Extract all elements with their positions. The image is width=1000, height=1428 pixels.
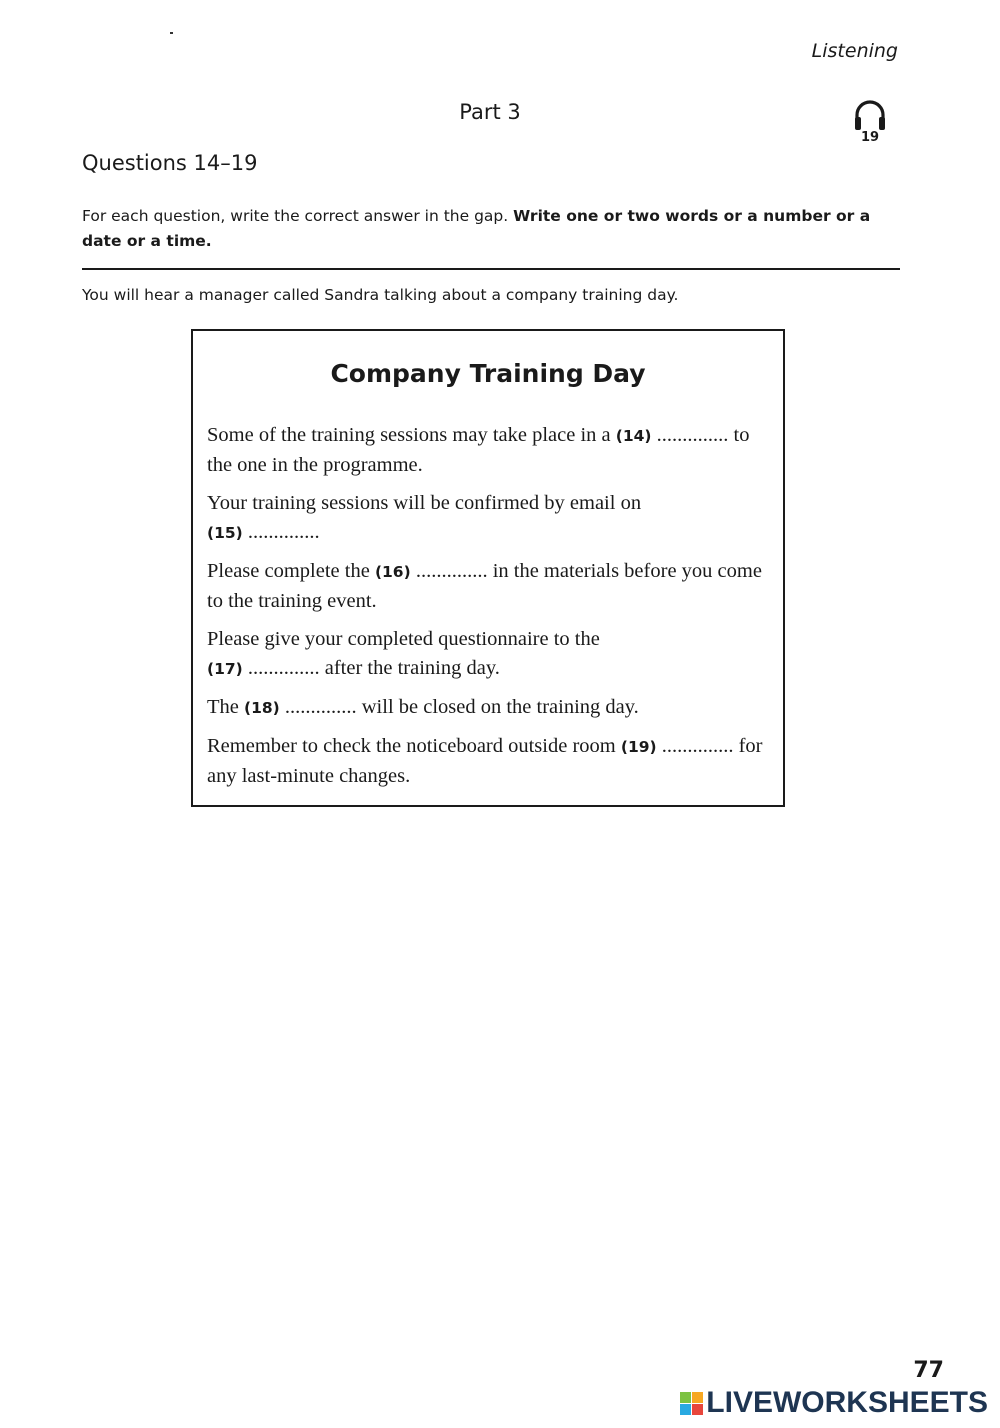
audio-track-indicator (848, 98, 892, 145)
note-item: Please give your completed questionnaire to the (17) .............. after the training day. (207, 628, 600, 679)
question-number: (18) (244, 699, 280, 717)
section-label: Listening (811, 40, 898, 62)
note-item: Your training sessions will be confirmed by email on (15) .............. (207, 492, 642, 543)
notes-title: Company Training Day (330, 359, 646, 388)
answer-gap[interactable]: .............. (247, 657, 320, 679)
answer-gap[interactable]: .............. (415, 560, 488, 582)
instructions-plain: For each question, write the correct answer in the gap. (82, 207, 509, 225)
answer-gap[interactable]: .............. (247, 521, 320, 543)
notes-box (191, 329, 785, 807)
note-item: Remember to check the noticeboard outside room (19) .............. for any last-minute changes. (207, 735, 763, 787)
instructions-bold: Write one or two words or a number or a date or a time. (82, 207, 871, 250)
note-item: The (18) .............. will be closed on the training day. (207, 696, 639, 718)
question-number: (16) (374, 563, 411, 581)
page-number: 77 (913, 1358, 944, 1383)
divider (82, 268, 900, 270)
question-number: (15) (207, 524, 243, 542)
stray-mark (170, 32, 173, 34)
answer-gap[interactable]: .............. (656, 424, 729, 446)
part-title: Part 3 (459, 100, 521, 124)
questions-heading: Questions 14–19 (82, 151, 258, 175)
instructions (82, 204, 902, 254)
headphones-icon (852, 98, 888, 132)
brand-name: LIVEWORKSHEETS (706, 1386, 988, 1419)
question-number: (19) (620, 738, 657, 756)
brand-logo (680, 1386, 988, 1420)
notes-list (207, 421, 767, 800)
brand-mark-icon (680, 1392, 703, 1415)
note-item: Please complete the (16) .............. in the materials before you come to the training event. (207, 560, 762, 612)
context-text: You will hear a manager called Sandra talking about a company training day. (82, 286, 679, 304)
answer-gap[interactable]: .............. (661, 735, 734, 757)
note-item: Some of the training sessions may take place in a (14) .............. to the one in the programme. (207, 424, 750, 476)
answer-gap[interactable]: .............. (284, 696, 357, 718)
question-number: (17) (207, 660, 243, 678)
question-number: (14) (615, 427, 652, 445)
track-number: 19 (860, 130, 880, 145)
